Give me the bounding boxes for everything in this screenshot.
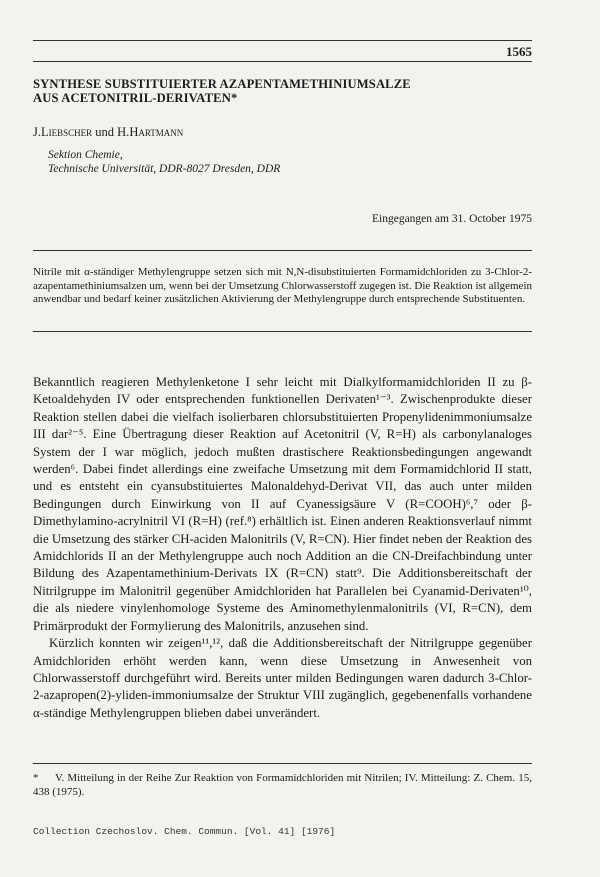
- authors: [33, 125, 183, 140]
- page-number: 1565: [506, 44, 532, 59]
- footnote-text: V. Mitteilung in der Reihe Zur Reaktion von Formamidchloriden mit Nitrilen; IV. Mitteilung: Z. Chem. 15, 438 (1975).: [33, 772, 532, 798]
- author-1-name: Liebscher: [41, 125, 93, 139]
- paragraph-2: Kürzlich konnten wir zeigen¹¹,¹², daß die Additionsbereitschaft der Nitrilgruppe gegenüber Amidchloriden erhöht werden kann, wenn diese Umsetzung in Anwesenheit von Chlorwasserstoff durchgeführt wird. Bereits unter milden Bedingungen waren dadurch 3-Chlor-2-azapropen(2)-yliden-immoniumsalze der Struktur VIII zugänglich, gegebenenfalls vorhandene α-ständige Methylengruppen blieben dabei unverändert.: [33, 636, 532, 720]
- title-line-1: SYNTHESE SUBSTITUIERTER AZAPENTAMETHINIUMSALZE: [33, 77, 411, 91]
- footnote-marker: *: [33, 772, 39, 784]
- title-line-2: AUS ACETONITRIL-DERIVATEN*: [33, 91, 238, 105]
- paragraph-1: Bekanntlich reagieren Methylenketone I sehr leicht mit Dialkylformamidchloriden II zu β-Ketoaldehyden IV oder entsprechenden funktionellen Derivaten¹⁻³. Zwischenprodukte dieser Reaktion stellen dabei die vielfach isolierbaren chlorsubstituierten Propenylidenimmoniumsalze III dar²⁻⁵. Eine Übertragung dieser Reaktion auf Acetonitril (V, R=H) als carbonylanaloges System der I war möglich, jedoch mußten drastischere Reaktionsbedingungen angewandt werden⁶. Dabei findet allerdings eine zweifache Umsetzung mit dem Formamidchlorid II statt, und es entsteht ein cyansubstituiertes Malonaldehyd-Derivat VII, das auch unter milden Bedingungen durch Einwirkung von II auf Cyanessigsäure V (R=COOH)⁶,⁷ oder β-Dimethylamino-acrylnitril VI (R=H) (ref.⁸) erhältlich ist. Einen anderen Reaktionsverlauf nimmt die Umsetzung des stärker CH-aciden Malonitrils (V, R=CN). Hier findet neben der Reaktion des Amidchlorids II an der Methylengruppe auch noch Addition an die CN-Dreifachbindung unter Bildung des Azapentamethinium-Derivats IX (R=CN) statt⁹. Die Additionsbereitschaft der Nitrilgruppe im Malonitril gegenüber Amidchloriden hat Parallelen bei Cyanamid-Derivaten¹⁰, die als niedere vinylenhomologe Systeme des Aminomethylenmalonitrils (VI, R=CN), dem Primärprodukt der Formylierung des Malonitrils, anzusehen sind.: [33, 375, 532, 633]
- journal-citation: Collection Czechoslov. Chem. Commun. [Vol. 41] [1976]: [33, 826, 336, 837]
- abstract-bottom-rule: [33, 331, 532, 332]
- author-1-initial: J.: [33, 125, 41, 139]
- footnote: [33, 772, 532, 799]
- footnote-rule: [33, 763, 532, 764]
- affiliation-line-2: Technische Universität, DDR-8027 Dresden, DDR: [48, 163, 281, 175]
- article-title: [33, 77, 553, 105]
- author-2-name: Hartmann: [129, 125, 184, 139]
- body-text: [33, 374, 532, 722]
- affiliation: [48, 148, 280, 176]
- author-2-initial: H.: [117, 125, 130, 139]
- abstract-top-rule: [33, 250, 532, 251]
- top-rule: [33, 40, 532, 41]
- affiliation-line-1: Sektion Chemie,: [48, 149, 123, 161]
- received-date: Eingegangen am 31. October 1975: [372, 213, 532, 225]
- header-rule: [33, 61, 532, 62]
- abstract: Nitrile mit α-ständiger Methylengruppe setzen sich mit N,N-disubstituierten Formamidchloriden zu 3-Chlor-2-azapentamethiniumsalzen um, wenn bei der Umsetzung Chlorwasserstoff zugegen ist. Die Reaktion ist allgemein anwendbar und bedarf keiner zusätzlichen Aktivierung der Methylengruppe durch entsprechende Substituenten.: [33, 266, 532, 305]
- authors-conjunction: und: [92, 125, 118, 139]
